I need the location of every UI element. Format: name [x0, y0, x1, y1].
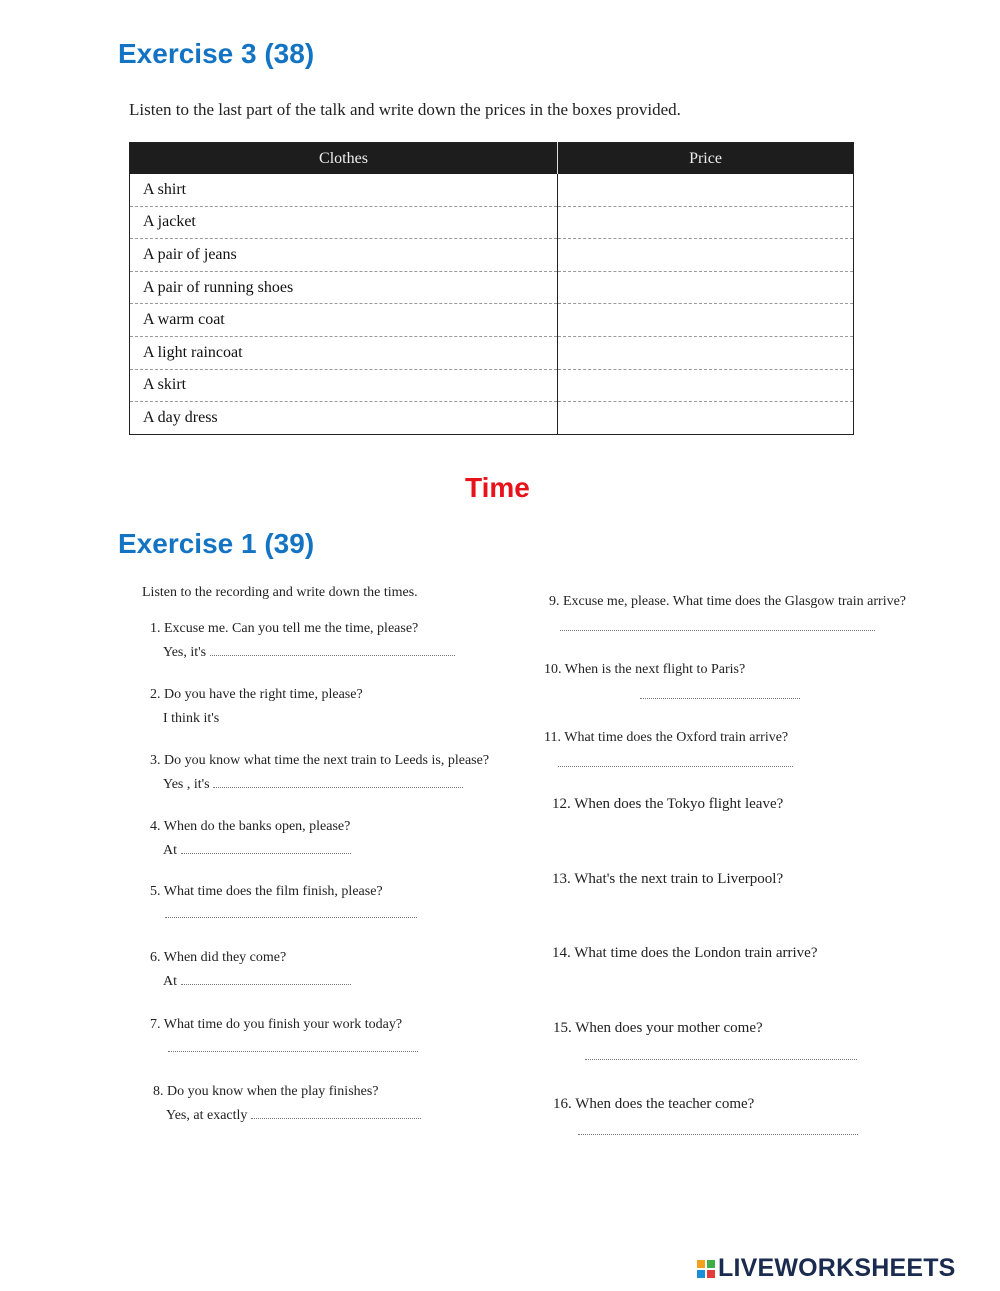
exercise1-heading: Exercise 1 (39)	[118, 528, 315, 559]
answer-blank[interactable]	[251, 1104, 421, 1119]
answer-blank[interactable]	[210, 641, 455, 656]
answer-blank[interactable]	[560, 629, 875, 631]
question-prompt: 1. Excuse me. Can you tell me the time, please?	[150, 621, 419, 636]
clothes-cell: A pair of jeans	[130, 239, 558, 272]
question-prompt: 11. What time does the Oxford train arrive?	[544, 730, 789, 745]
question-prompt: 9. Excuse me, please. What time does the Glasgow train arrive?	[549, 594, 907, 609]
clothes-column-header: Clothes	[130, 143, 558, 175]
question-prompt: 16. When does the teacher come?	[553, 1096, 755, 1112]
question-prompt: 2. Do you have the right time, please?	[150, 687, 363, 702]
clothes-cell: A jacket	[130, 206, 558, 239]
question-prompt: 4. When do the banks open, please?	[150, 819, 351, 834]
answer-lead: At	[163, 974, 177, 989]
exercise1-instruction: Listen to the recording and write down the times.	[142, 585, 418, 600]
table-row	[130, 271, 854, 304]
answer-blank[interactable]	[213, 773, 463, 788]
answer-blank[interactable]	[181, 839, 351, 854]
table-row	[130, 174, 854, 206]
question-prompt: 6. When did they come?	[150, 950, 287, 965]
question-item	[150, 880, 383, 904]
exercise3-instruction: Listen to the last part of the talk and write down the prices in the boxes provided.	[129, 100, 681, 119]
question-prompt: 3. Do you know what time the next train to Leeds is, please?	[150, 753, 490, 768]
table-row	[130, 402, 854, 435]
price-input-cell[interactable]	[558, 402, 854, 435]
logo-block	[707, 1260, 715, 1268]
price-input-cell[interactable]	[558, 369, 854, 402]
price-table-header	[130, 143, 854, 175]
table-row	[130, 369, 854, 402]
price-input-cell[interactable]	[558, 304, 854, 337]
clothes-cell: A shirt	[130, 174, 558, 206]
logo-blocks-icon	[697, 1260, 715, 1278]
answer-blank[interactable]	[558, 765, 793, 767]
clothes-cell: A day dress	[143, 408, 218, 426]
answer-lead: Yes, at exactly	[166, 1108, 248, 1123]
question-prompt: 10. When is the next flight to Paris?	[544, 662, 746, 677]
table-row	[130, 239, 854, 272]
logo-block	[707, 1270, 715, 1278]
question-item	[150, 683, 393, 731]
answer-blank[interactable]	[223, 707, 393, 722]
table-row	[130, 206, 854, 239]
answer-blank[interactable]	[165, 916, 417, 918]
question-prompt: 5. What time does the film finish, please?	[150, 884, 383, 899]
clothes-cell: A light raincoat	[130, 336, 558, 369]
answer-blank[interactable]	[585, 1058, 857, 1060]
clothes-cell: A warm coat	[130, 304, 558, 337]
answer-blank[interactable]	[578, 1133, 858, 1135]
answer-blank[interactable]	[640, 697, 800, 699]
price-input-cell[interactable]	[558, 271, 854, 304]
question-prompt: 13. What's the next train to Liverpool?	[552, 871, 784, 887]
answer-blank[interactable]	[168, 1050, 418, 1052]
answer-blank[interactable]	[560, 833, 850, 835]
answer-lead: I think it's	[163, 711, 220, 726]
section-title: Time	[465, 472, 530, 503]
answer-lead: Yes , it's	[163, 777, 210, 792]
liveworksheets-logo	[697, 1254, 956, 1283]
question-prompt: 15. When does your mother come?	[553, 1020, 763, 1036]
logo-block	[697, 1270, 705, 1278]
question-prompt: 14. What time does the London train arrive?	[552, 945, 818, 961]
price-input-cell[interactable]	[558, 239, 854, 272]
question-item	[150, 617, 455, 665]
question-item	[150, 815, 351, 863]
brand-name: LIVEWORKSHEETS	[718, 1254, 956, 1282]
question-prompt: 8. Do you know when the play finishes?	[153, 1084, 379, 1099]
question-item	[150, 1013, 402, 1037]
table-row	[130, 304, 854, 337]
exercise3-heading: Exercise 3 (38)	[118, 38, 315, 69]
answer-blank[interactable]	[560, 908, 855, 910]
price-input-cell[interactable]	[558, 174, 854, 206]
price-input-cell[interactable]	[558, 336, 854, 369]
question-item	[150, 946, 351, 994]
answer-blank[interactable]	[181, 970, 351, 985]
question-item	[150, 749, 489, 797]
price-table	[129, 142, 854, 435]
clothes-cell: A pair of running shoes	[130, 271, 558, 304]
question-prompt: 12. When does the Tokyo flight leave?	[552, 796, 784, 812]
answer-lead: Yes, it's	[163, 645, 207, 660]
question-item	[153, 1080, 421, 1128]
answer-lead: At	[163, 843, 177, 858]
question-prompt: 7. What time do you finish your work today?	[150, 1017, 403, 1032]
answer-blank[interactable]	[560, 984, 855, 986]
table-row	[130, 336, 854, 369]
logo-block	[697, 1260, 705, 1268]
price-column-header: Price	[558, 143, 854, 175]
price-input-cell[interactable]	[558, 206, 854, 239]
clothes-cell: A skirt	[130, 369, 558, 402]
